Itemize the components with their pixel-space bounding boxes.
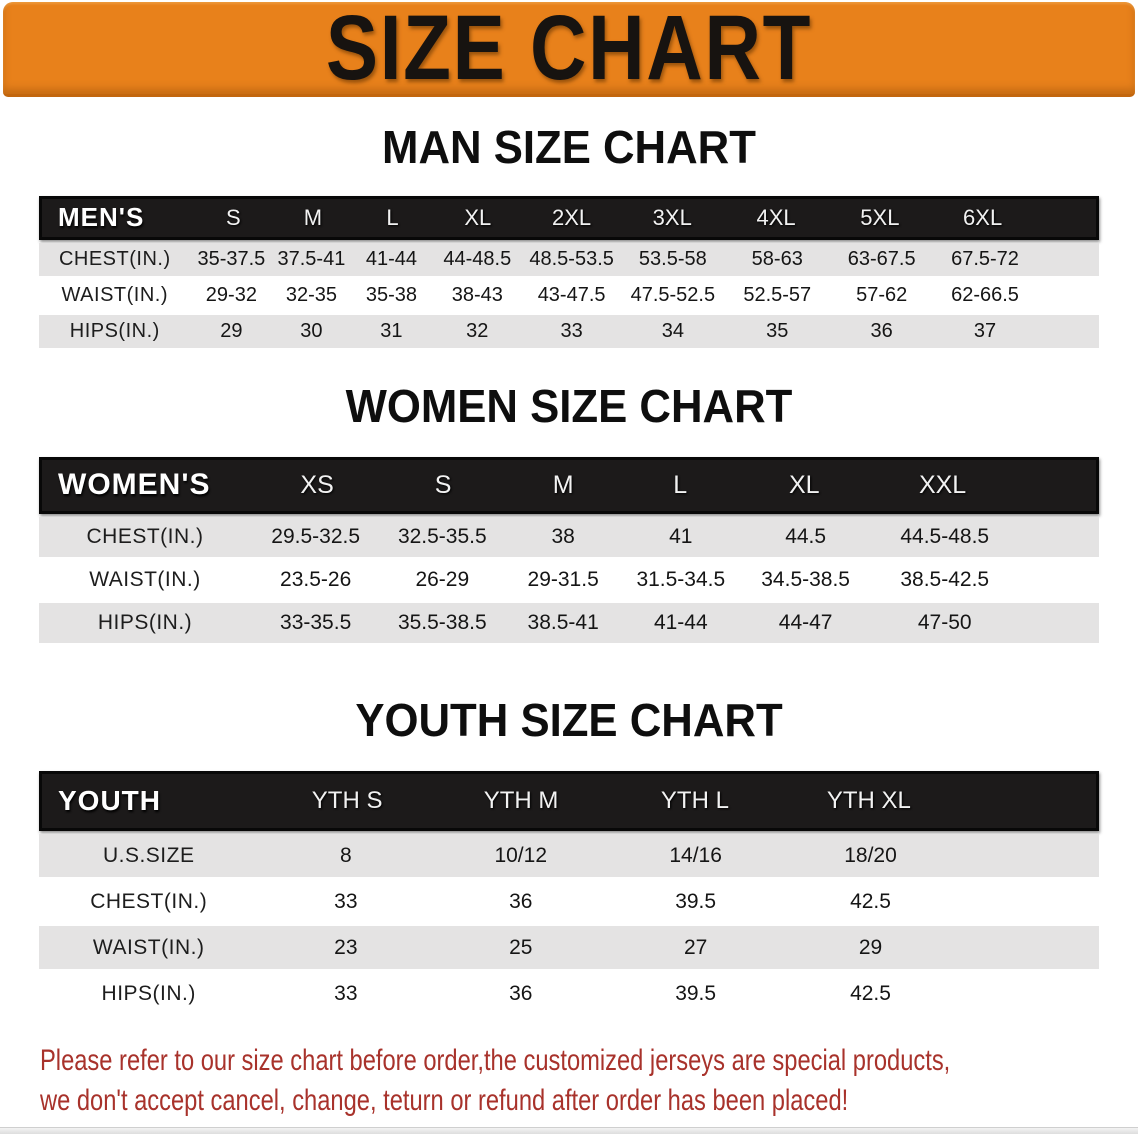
size-value-cell: 63-67.5 — [847, 247, 916, 270]
size-value-cell: 31 — [380, 319, 403, 342]
women-size-table — [39, 457, 1099, 643]
size-value-cell: 29 — [220, 319, 243, 342]
men-s-header-label: MEN'S — [58, 202, 145, 233]
size-column-header-xl: XL — [788, 470, 820, 499]
size-value-cell: 44-48.5 — [443, 247, 512, 270]
section-men — [0, 121, 1138, 348]
size-value-cell: 36 — [509, 889, 533, 913]
size-column-header-l: L — [386, 204, 399, 230]
size-value-cell: 37.5-41 — [277, 247, 346, 270]
size-column-header-yth-l: YTH L — [660, 787, 729, 815]
measure-row-u-s-size — [39, 834, 1099, 877]
size-column-header-xs: XS — [300, 470, 334, 499]
measure-row-chest-in — [39, 880, 1099, 923]
size-value-cell: 47.5-52.5 — [630, 283, 716, 306]
size-value-cell: 52.5-57 — [743, 283, 812, 306]
men-size-table — [39, 196, 1099, 348]
size-value-cell: 38-43 — [451, 283, 503, 306]
measure-row-hips-in — [39, 603, 1099, 643]
size-column-header-l: L — [673, 470, 688, 499]
banner-title: SIZE CHART — [325, 0, 813, 99]
size-column-header-s: S — [225, 204, 241, 230]
row-label-waist-in: WAIST(IN.) — [61, 283, 169, 306]
size-value-cell: 25 — [509, 935, 533, 959]
row-label-hips-in: HIPS(IN.) — [69, 319, 160, 342]
size-value-cell: 47-50 — [917, 610, 972, 634]
row-label-waist-in: WAIST(IN.) — [92, 935, 205, 959]
size-column-header-5xl: 5XL — [860, 204, 900, 230]
size-value-cell: 41-44 — [365, 247, 417, 270]
measure-row-chest-in — [39, 517, 1099, 557]
size-value-cell: 30 — [300, 319, 323, 342]
men-s-header-row — [39, 196, 1099, 240]
size-value-cell: 33 — [334, 889, 358, 913]
size-column-header-6xl: 6XL — [963, 204, 1003, 230]
size-value-cell: 44-47 — [778, 610, 833, 634]
size-column-header-3xl: 3XL — [652, 204, 692, 230]
measure-row-hips-in — [39, 972, 1099, 1015]
row-label-hips-in: HIPS(IN.) — [97, 610, 193, 634]
size-value-cell: 31.5-34.5 — [636, 567, 726, 591]
size-value-cell: 8 — [340, 843, 352, 867]
disclaimer-line-2: we don't accept cancel, change, teturn or refund after order has been placed! — [40, 1084, 849, 1118]
men-section-heading: MAN SIZE CHART — [382, 121, 756, 173]
women-section-heading: WOMEN SIZE CHART — [345, 379, 793, 432]
size-value-cell: 62-66.5 — [951, 283, 1019, 306]
size-column-header-4xl: 4XL — [756, 204, 796, 230]
size-column-header-s: S — [434, 470, 452, 499]
row-label-chest-in: CHEST(IN.) — [90, 889, 208, 913]
size-value-cell: 67.5-72 — [951, 247, 1019, 270]
youth-header-row — [39, 771, 1099, 831]
size-value-cell: 41 — [669, 524, 693, 548]
size-value-cell: 36 — [509, 981, 533, 1005]
size-value-cell: 32-35 — [285, 283, 337, 306]
row-label-u-s-size: U.S.SIZE — [102, 843, 195, 867]
size-value-cell: 41-44 — [653, 610, 708, 634]
size-value-cell: 53.5-58 — [638, 247, 707, 270]
row-label-waist-in: WAIST(IN.) — [89, 567, 201, 591]
size-column-header-2xl: 2XL — [552, 204, 592, 230]
size-value-cell: 39.5 — [675, 889, 717, 913]
size-column-header-m: M — [303, 204, 323, 230]
banner — [3, 2, 1135, 97]
section-women — [0, 379, 1138, 643]
size-column-header-m: M — [552, 470, 574, 499]
size-value-cell: 34.5-38.5 — [761, 567, 850, 591]
size-value-cell: 43-47.5 — [537, 283, 606, 306]
size-value-cell: 29.5-32.5 — [271, 524, 361, 548]
disclaimer-line-1: Please refer to our size chart before order,the customized jerseys are special products, — [40, 1044, 951, 1078]
row-label-chest-in: CHEST(IN.) — [58, 247, 171, 270]
measure-row-waist-in — [39, 926, 1099, 969]
measure-row-hips-in — [39, 315, 1099, 348]
size-value-cell: 14/16 — [669, 843, 722, 867]
measure-row-waist-in — [39, 560, 1099, 600]
row-label-chest-in: CHEST(IN.) — [86, 524, 204, 548]
size-value-cell: 29-31.5 — [527, 567, 599, 591]
size-value-cell: 44.5 — [785, 524, 827, 548]
size-value-cell: 23.5-26 — [280, 567, 352, 591]
size-value-cell: 38.5-41 — [527, 610, 599, 634]
size-column-header-yth-m: YTH M — [483, 787, 559, 815]
youth-header-label: YOUTH — [58, 785, 161, 817]
disclaimer — [40, 1041, 1138, 1121]
size-value-cell: 39.5 — [675, 981, 717, 1005]
size-column-header-yth-xl: YTH XL — [826, 787, 911, 815]
size-value-cell: 33 — [560, 319, 583, 342]
size-value-cell: 33 — [334, 981, 358, 1005]
size-value-cell: 32 — [466, 319, 489, 342]
size-value-cell: 37 — [973, 319, 997, 342]
size-value-cell: 32.5-35.5 — [397, 524, 487, 548]
measure-row-waist-in — [39, 279, 1099, 312]
size-chart-page — [0, 2, 1138, 1121]
size-value-cell: 48.5-53.5 — [529, 247, 614, 270]
size-value-cell: 18/20 — [844, 843, 897, 867]
section-youth — [0, 693, 1138, 1016]
size-value-cell: 42.5 — [850, 981, 891, 1005]
bottom-strip — [0, 1127, 1138, 1134]
size-value-cell: 33-35.5 — [280, 610, 352, 634]
size-value-cell: 35.5-38.5 — [397, 610, 487, 634]
women-s-header-row — [39, 457, 1099, 514]
size-value-cell: 58-63 — [751, 247, 803, 270]
size-value-cell: 29-32 — [205, 283, 257, 306]
size-value-cell: 34 — [661, 319, 684, 342]
youth-size-table — [39, 771, 1099, 1015]
size-value-cell: 35-37.5 — [197, 247, 266, 270]
women-s-header-label: WOMEN'S — [58, 468, 211, 502]
size-value-cell: 57-62 — [856, 283, 908, 306]
size-column-header-xxl: XXL — [918, 470, 967, 499]
size-value-cell: 26-29 — [415, 567, 470, 591]
size-value-cell: 36 — [870, 319, 893, 342]
size-value-cell: 42.5 — [850, 889, 891, 913]
youth-section-heading: YOUTH SIZE CHART — [355, 693, 783, 746]
size-value-cell: 35-38 — [365, 283, 417, 306]
size-value-cell: 38.5-42.5 — [900, 567, 990, 591]
size-value-cell: 10/12 — [494, 843, 548, 867]
size-column-header-xl: XL — [464, 204, 492, 230]
size-value-cell: 38 — [551, 524, 575, 548]
measure-row-chest-in — [39, 243, 1099, 276]
row-label-hips-in: HIPS(IN.) — [101, 981, 196, 1005]
size-value-cell: 27 — [683, 935, 708, 959]
size-column-header-yth-s: YTH S — [311, 787, 383, 815]
size-value-cell: 35 — [766, 319, 789, 342]
size-value-cell: 44.5-48.5 — [900, 524, 990, 548]
size-value-cell: 23 — [334, 935, 358, 959]
size-value-cell: 29 — [858, 935, 883, 959]
